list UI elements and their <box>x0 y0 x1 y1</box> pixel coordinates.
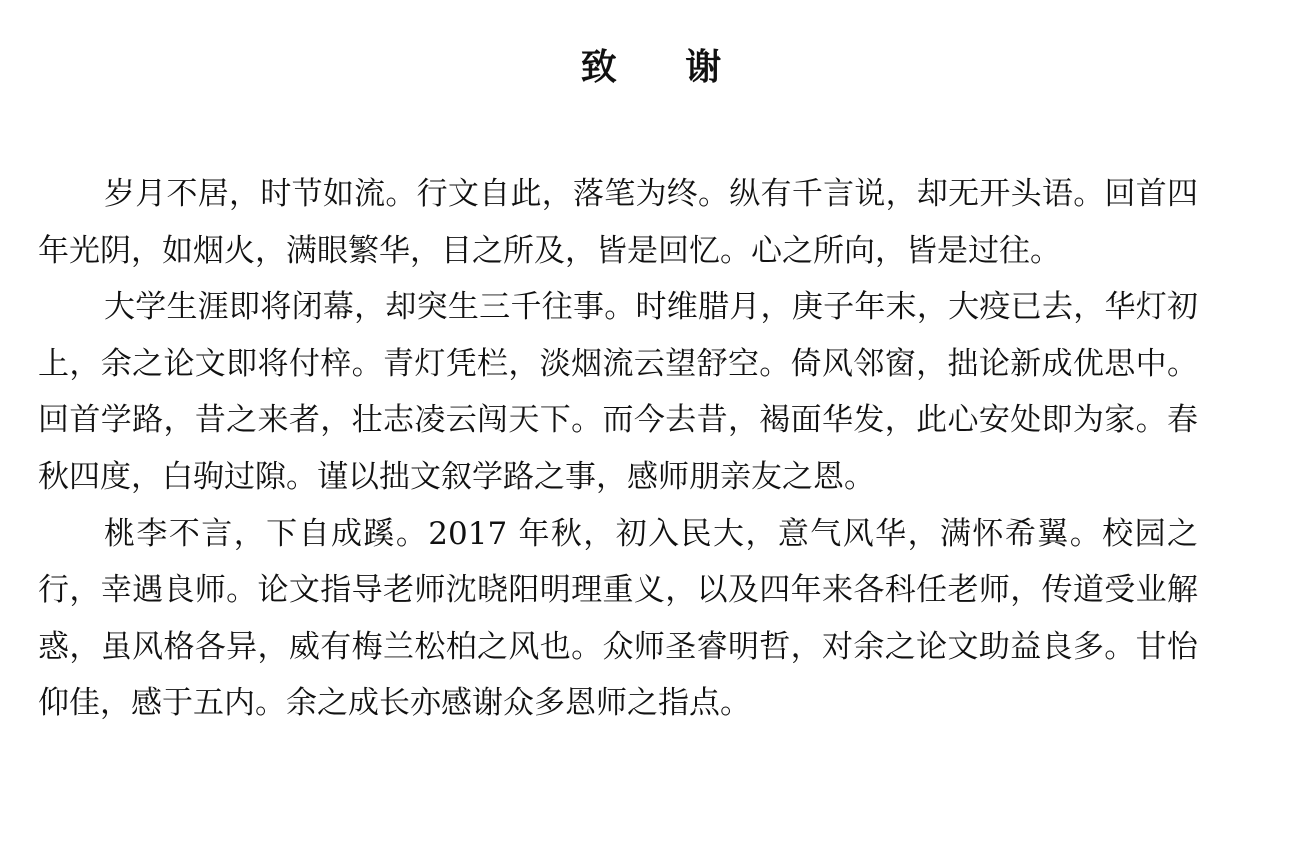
page-title: 致 谢 <box>580 47 750 88</box>
paragraph-1: 岁月不居，时节如流。行文自此，落笔为终。纵有千言说，却无开头语。回首四年光阴，如烟火，满眼繁华，目之所及，皆是回忆。心之所向，皆是过往。 <box>38 176 1198 269</box>
paragraph-2: 大学生涯即将闭幕，却突生三千往事。时维腊月，庚子年末，大疫已去，华灯初上，余之论文即将付梓。青灯凭栏，淡烟流云望舒空。倚风邻窗，拙论新成优思中。回首学路，昔之来者，壮志凌云闯天下。而今去昔，褐面华发，此心安处即为家。春秋四度，白驹过隙。谨以拙文叙学路之事，感师朋亲友之恩。 <box>38 289 1198 495</box>
paragraph-3: 桃李不言，下自成蹊。2017 年秋，初入民大，意气风华，满怀希翼。校园之行，幸遇良师。论文指导老师沈晓阳明理重义，以及四年来各科任老师，传道受业解惑，虽风格各异，威有梅兰松柏之风也。众师圣睿明哲，对余之论文助益良多。甘怡仰佳，感于五内。余之成长亦感谢众多恩师之指点。 <box>38 515 1198 722</box>
document-body <box>38 166 1198 732</box>
